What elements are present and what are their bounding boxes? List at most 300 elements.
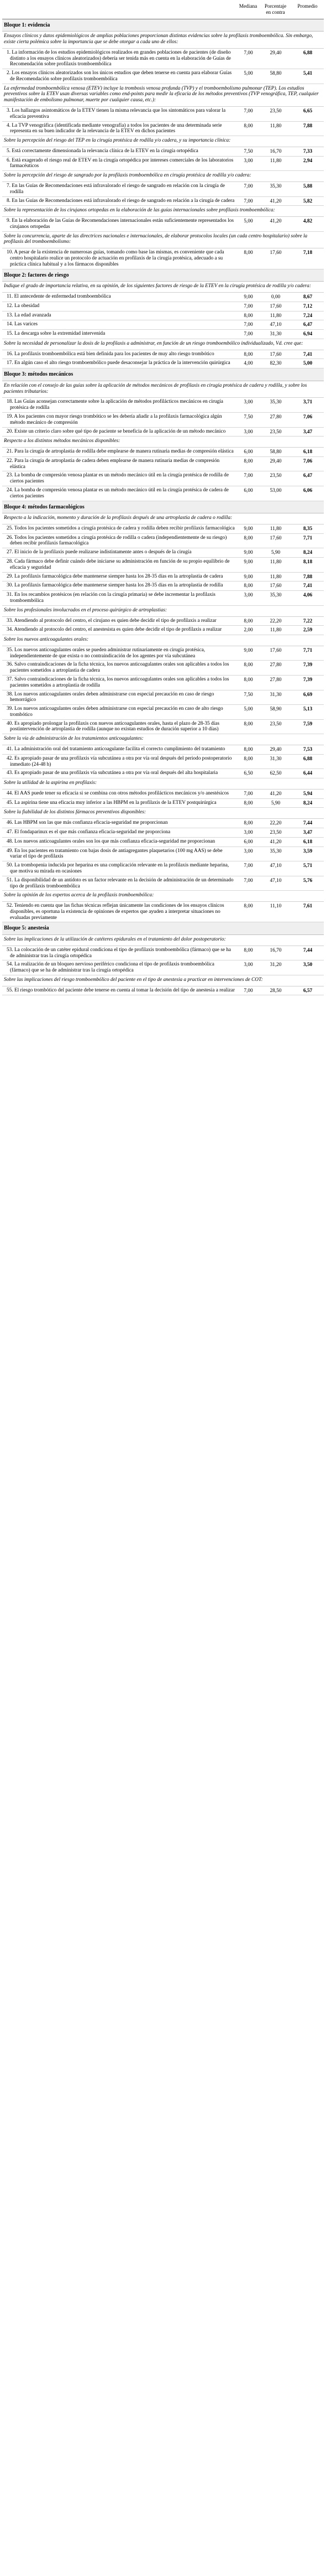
promedio-value: 6,44 [291,769,324,778]
table-row [2,412,324,427]
table-row [2,646,324,661]
mediana-value: 8,00 [236,616,260,626]
promedio-value: 7,39 [291,675,324,690]
promedio-value: 5,94 [291,789,324,798]
porcentaje-value: 53,00 [260,486,291,501]
mediana-value: 9,00 [236,292,260,302]
table-row [2,302,324,311]
promedio-value: 7,22 [291,616,324,626]
statement-text: 41. La administración oral del tratamiento anticoagulante facilita el correcto cumplimiento del tratamiento [2,745,236,755]
porcentaje-value: 17,60 [260,581,291,591]
statement-text: 39. Los nuevos anticoagulantes orales deben administrarse con especial precaución en caso de alto riesgo trombótico [2,705,236,720]
promedio-value: 3,59 [291,846,324,861]
table-row [2,196,324,206]
group-note-row [2,32,324,49]
porcentaje-value: 35,30 [260,591,291,606]
promedio-value: 8,24 [291,548,324,558]
group-note: Sobre la opinión de los expertos acerca de la profilaxis tromboembólica: [2,891,324,902]
table-row [2,147,324,156]
mediana-value: 7,00 [236,789,260,798]
porcentaje-value: 31,30 [260,690,291,705]
group-note-row [2,605,324,616]
results-table [2,2,324,995]
statement-text: 43. Es apropiado pasar de una profilaxis vía subcutánea a otra por vía oral después del alta hospitalaria [2,769,236,778]
promedio-value: 5,82 [291,196,324,206]
porcentaje-value: 11,80 [260,524,291,533]
table-row [2,572,324,581]
promedio-value: 7,61 [291,902,324,922]
porcentaje-value: 23,50 [260,719,291,734]
statement-text: 15. La descarga sobre la extremidad intervenida [2,330,236,339]
group-note: Sobre la vía de administración de los tratamientos anticoagulantes: [2,734,324,745]
statement-text: 1. La información de los estudios epidemiológicos realizados en grandes poblaciones de pacientes (de diseño distinto a los ensayos clínicos aleatorizados) debería ser tenida más en cuenta en la elaboración de Guías de Recomendación sobre profilaxis tromboembólica [2,48,236,69]
porcentaje-value: 11,10 [260,902,291,922]
group-note: Respecto a los distintos métodos mecánicos disponibles: [2,437,324,448]
group-note: Sobre los nuevos anticoagulantes orales: [2,635,324,646]
statement-text: 8. En las Guías de Recomendaciones está infravalorado el riesgo de sangrado en relación a la cirugía de cadera [2,196,236,206]
group-note-row [2,282,324,293]
statement-text: 17. En algún caso el alto riesgo tromboembólico puede desaconsejar la práctica de la intervención quirúrgica [2,359,236,368]
group-note-row [2,808,324,819]
group-note-row [2,891,324,902]
porcentaje-value: 41,20 [260,217,291,232]
table-row [2,902,324,922]
promedio-value: 5,76 [291,876,324,891]
porcentaje-value: 27,80 [260,412,291,427]
promedio-value: 6,88 [291,48,324,69]
section-title: Bloque 5: anestesia [2,922,324,935]
statement-text: 23. La bomba de compresión venosa plantar es un método mecánico útil en la cirugía protésica de rodilla de ciertos pacientes [2,471,236,486]
statement-text: 10. A pesar de la existencia de numerosas guías, tomando como base las mismas, es conveniente que cada centro hospitalario realice un protocolo de actuación en profilaxis de la cirugía protésica, adecuado a su práctica clínica habitual y a los fármacos disponibles [2,248,236,269]
promedio-value: 3,47 [291,828,324,838]
table-row [2,558,324,573]
table-row [2,819,324,828]
porcentaje-value: 29,40 [260,745,291,755]
table-row [2,398,324,413]
porcentaje-value: 41,20 [260,789,291,798]
table-row [2,581,324,591]
group-note-row [2,206,324,217]
mediana-value: 7,00 [236,106,260,121]
porcentaje-value: 22,20 [260,616,291,626]
table-row [2,705,324,720]
statement-text: 31. En los recambios protésicos (en relación con la cirugía primaria) se debe incrementar la profilaxis tromboembólica [2,591,236,606]
statement-text: 11. El antecedente de enfermedad tromboembólica [2,292,236,302]
header-porcentaje-en-contra: Porcentaje en contra [260,2,291,19]
mediana-value: 9,00 [236,558,260,573]
porcentaje-value: 35,30 [260,398,291,413]
table-row [2,861,324,876]
porcentaje-value: 17,60 [260,646,291,661]
promedio-value: 6,65 [291,106,324,121]
table-row [2,946,324,960]
table-row [2,591,324,606]
mediana-value: 6,00 [236,486,260,501]
porcentaje-value: 23,50 [260,471,291,486]
porcentaje-value: 29,40 [260,456,291,471]
statement-text: 20. Existe un criterio claro sobre qué tipo de paciente se beneficia de la aplicación de un método mecánico [2,427,236,437]
porcentaje-value: 17,60 [260,302,291,311]
document-page [2,2,324,995]
statement-text: 19. A los pacientes con mayor riesgo trombótico se les debería añadir a la profilaxis farmacológica algún método mecánico de compresión [2,412,236,427]
porcentaje-value: 0,00 [260,292,291,302]
group-note: Sobre la percepción del riesgo de sangrado por la profilaxis tromboembólica en cirugía protésica de rodilla y/o cadera: [2,171,324,182]
promedio-value: 5,00 [291,359,324,368]
statement-text: 47. El fondaparinux es el que más confianza eficacia-seguridad me proporciona [2,828,236,838]
mediana-value: 7,00 [236,302,260,311]
porcentaje-value: 11,80 [260,572,291,581]
mediana-value: 7,50 [236,147,260,156]
table-row [2,311,324,320]
statement-text: 21. Para la cirugía de artroplastia de rodilla debe emplearse de manera rutinaria medias de compresión elástica [2,448,236,457]
porcentaje-value: 11,80 [260,558,291,573]
mediana-value: 8,00 [236,719,260,734]
porcentaje-value: 27,80 [260,675,291,690]
table-row [2,533,324,548]
mediana-value: 8,00 [236,754,260,769]
mediana-value: 7,00 [236,861,260,876]
header-promedio: Promedio [291,2,324,19]
statement-text: 45. La aspirina tiene una eficacia muy inferior a las HBPM en la profilaxis de la ETEV postquirúrgica [2,798,236,808]
promedio-value: 4,82 [291,217,324,232]
mediana-value: 7,00 [236,876,260,891]
statement-text: 5. Está correctamente dimensionada la relevancia clínica de la ETEV en la cirugía ortopédica [2,147,236,156]
mediana-value: 8,00 [236,675,260,690]
mediana-value: 9,00 [236,572,260,581]
statement-text: 28. Cada fármaco debe definir cuándo debe iniciarse su administración en función de su propio equilibrio de eficacia y seguridad [2,558,236,573]
mediana-value: 5,00 [236,217,260,232]
porcentaje-value: 17,60 [260,533,291,548]
table-row [2,486,324,501]
mediana-value: 8,00 [236,798,260,808]
mediana-value: 3,00 [236,398,260,413]
promedio-value: 7,71 [291,533,324,548]
mediana-value: 7,00 [236,196,260,206]
mediana-value: 7,00 [236,320,260,330]
mediana-value: 7,00 [236,986,260,995]
statement-text: 33. Atendiendo al protocolo del centro, el cirujano es quien debe decidir el tipo de profilaxis a realizar [2,616,236,626]
mediana-value: 3,00 [236,846,260,861]
promedio-value: 4,06 [291,591,324,606]
mediana-value: 3,00 [236,591,260,606]
group-note-row [2,437,324,448]
table-row [2,217,324,232]
mediana-value: 8,00 [236,819,260,828]
statement-text: 26. Todos los pacientes sometidos a cirugía protésica de rodilla o cadera (independientemente de su riesgo) deben recibir profilaxis farmacológica [2,533,236,548]
section-header [2,269,324,282]
group-note: Sobre las implicaciones del riesgo tromboembólico del paciente en el tipo de anestesia a practicar en intervenciones de COT: [2,975,324,986]
mediana-value: 7,00 [236,182,260,197]
statement-text: 24. La bomba de compresión venosa plantar es un método mecánico útil en la cirugía protésica de cadera de ciertos pacientes [2,486,236,501]
table-row [2,754,324,769]
statement-text: 27. El inicio de la profilaxis puede realizarse indistintamente antes o después de la cirugía [2,548,236,558]
promedio-value: 6,47 [291,471,324,486]
mediana-value: 9,00 [236,646,260,661]
statement-text: 30. La profilaxis farmacológica debe mantenerse siempre hasta los 28-35 días en la artroplastia de rodilla [2,581,236,591]
mediana-value: 3,00 [236,156,260,171]
promedio-value: 6,88 [291,754,324,769]
porcentaje-value: 82,30 [260,359,291,368]
group-note-row [2,513,324,524]
porcentaje-value: 58,80 [260,448,291,457]
table-row [2,745,324,755]
mediana-value: 7,00 [236,471,260,486]
porcentaje-value: 16,70 [260,147,291,156]
statement-text: 22. Para la cirugía de artroplastia de cadera deben emplearse de manera rutinaria medias de compresión elástica [2,456,236,471]
section-header [2,501,324,513]
mediana-value: 8,00 [236,311,260,320]
porcentaje-value: 11,80 [260,626,291,635]
porcentaje-value: 35,30 [260,846,291,861]
table-row [2,448,324,457]
table-row [2,350,324,359]
group-note-row [2,381,324,398]
group-note: Respecto a la indicación, momento y duración de la profilaxis después de una artroplastia de cadera o rodilla: [2,513,324,524]
promedio-value: 7,06 [291,456,324,471]
section-title: Bloque 3: métodos mecánicos [2,368,324,381]
porcentaje-value: 47,10 [260,876,291,891]
promedio-value: 7,41 [291,581,324,591]
promedio-value: 7,59 [291,719,324,734]
mediana-value: 3,00 [236,960,260,975]
porcentaje-value: 17,60 [260,248,291,269]
porcentaje-value: 16,70 [260,946,291,960]
statement-text: 38. Los nuevos anticoagulantes orales deben administrarse con especial precaución en caso de riesgo hemorrágico [2,690,236,705]
porcentaje-value: 31,20 [260,960,291,975]
statement-text: 35. Los nuevos anticoagulantes orales se pueden administrar rutinariamente en cirugía protésica, independientemente de que exista o no contraindicación de los agentes por vía subcutánea [2,646,236,661]
promedio-value: 7,88 [291,121,324,136]
table-row [2,106,324,121]
table-row [2,876,324,891]
porcentaje-value: 23,50 [260,427,291,437]
porcentaje-value: 11,80 [260,156,291,171]
mediana-value: 7,50 [236,690,260,705]
mediana-value: 8,00 [236,946,260,960]
table-row [2,320,324,330]
porcentaje-value: 47,10 [260,861,291,876]
mediana-value: 8,00 [236,533,260,548]
statement-text: 14. Las varices [2,320,236,330]
group-note: Sobre la concurrencia, aparte de las directrices nacionales e internacionales, de elaborar protocolos locales (un cada centro hospitalario) sobre la profilaxis del tromboembolismo: [2,231,324,248]
group-note-row [2,136,324,147]
porcentaje-value: 27,80 [260,661,291,676]
statement-text: 29. La profilaxis farmacológica debe mantenerse siempre hasta los 28-35 días en la artroplastia de cadera [2,572,236,581]
group-note: Sobre la representación de los cirujanos ortopedas en la elaboración de las guías internacionales sobre profilaxis tromboembólica: [2,206,324,217]
group-note-row [2,339,324,350]
table-row [2,960,324,975]
section-title: Bloque 2: factores de riesgo [2,269,324,282]
porcentaje-value: 35,30 [260,182,291,197]
porcentaje-value: 29,40 [260,48,291,69]
group-note: Sobre la percepción del riesgo del TEP en la cirugía protésica de rodilla y/o cadera, y su importancia clínica: [2,136,324,147]
statement-text: 49. En los pacientes en tratamiento con bajas dosis de antiagregantes plaquetarios (100 mg AAS) se debe variar el tipo de profilaxis [2,846,236,861]
table-row [2,837,324,846]
table-row [2,182,324,197]
group-note-row [2,635,324,646]
porcentaje-value: 41,20 [260,196,291,206]
group-note-row [2,778,324,790]
statement-text: 40. Es apropiado prolongar la profilaxis con nuevos anticoagulantes orales, hasta el plazo de 28-35 días postintervención de artroplastia de rodilla (aunque no existan estudios de duración superior a 10 días) [2,719,236,734]
porcentaje-value: 58,90 [260,705,291,720]
promedio-value: 3,71 [291,398,324,413]
promedio-value: 6,06 [291,486,324,501]
statement-text: 2. Los ensayos clínicos aleatorizados son los únicos estudios que deben tenerse en cuenta para elaborar Guías de Recomendación sobre profilaxis tromboembólica [2,69,236,84]
header-statement [2,2,236,19]
group-note-row [2,84,324,106]
mediana-value: 8,00 [236,661,260,676]
statement-text: 44. El AAS puede tener su eficacia si se combina con otros métodos profilácticos mecánicos y/o anestésicos [2,789,236,798]
table-row [2,248,324,269]
mediana-value: 2,00 [236,626,260,635]
statement-text: 3. Los hallazgos asintomáticos de la ETEV tienen la misma relevancia que los sintomáticos para valorar la eficacia preventiva [2,106,236,121]
promedio-value: 5,41 [291,69,324,84]
statement-text: 52. Teniendo en cuenta que las fichas técnicas reflejan únicamente las condiciones de los ensayos clínicos disponibles, es oportuna la existencia de opiniones de expertos que ayuden a interpretar situaciones no evaluadas previamente [2,902,236,922]
mediana-value: 6,00 [236,448,260,457]
statement-text: 25. Todos los pacientes sometidos a cirugía protésica de cadera y rodilla deben recibir profilaxis farmacológica [2,524,236,533]
mediana-value: 7,50 [236,412,260,427]
section-header [2,368,324,381]
promedio-value: 7,12 [291,302,324,311]
table-row [2,156,324,171]
statement-text: 50. La trombopenia inducida por heparina es una complicación relevante en la profilaxis mediante heparina, que motiva su mirada en ocasiones [2,861,236,876]
statement-text: 6. Está exagerado el riesgo real de ETEV en la cirugía ortopédica por intereses comerciales de los laboratorios farmacéuticos [2,156,236,171]
statement-text: 55. El riesgo trombótico del paciente debe tenerse en cuenta al tomar la decisión del tipo de anestesia a realizar [2,986,236,995]
promedio-value: 6,57 [291,986,324,995]
mediana-value: 9,00 [236,548,260,558]
table-row [2,798,324,808]
porcentaje-value: 5,90 [260,798,291,808]
section-title: Bloque 4: métodos farmacológicos [2,501,324,513]
statement-text: 9. En la elaboración de las Guías de Recomendaciones internacionales están suficientemente representados los cirujanos ortopedas [2,217,236,232]
statement-text: 42. Es apropiado pasar de una profilaxis vía subcutánea a otra por vía oral después del periodo postoperatorio inmediato (24-48 h) [2,754,236,769]
table-row [2,548,324,558]
table-row [2,986,324,995]
promedio-value: 7,18 [291,248,324,269]
group-note: Sobre la utilidad de la aspirina en profilaxis: [2,778,324,790]
mediana-value: 8,00 [236,350,260,359]
promedio-value: 3,50 [291,960,324,975]
mediana-value: 5,00 [236,69,260,84]
statement-text: 34. Atendiendo al protocolo del centro, el anestesista es quien debe decidir el tipo de profilaxis a realizar [2,626,236,635]
promedio-value: 8,18 [291,558,324,573]
promedio-value: 7,53 [291,745,324,755]
group-note-row [2,734,324,745]
promedio-value: 8,67 [291,292,324,302]
promedio-value: 6,69 [291,690,324,705]
porcentaje-value: 23,50 [260,828,291,838]
table-row [2,789,324,798]
promedio-value: 7,33 [291,147,324,156]
promedio-value: 6,18 [291,837,324,846]
mediana-value: 7,00 [236,48,260,69]
promedio-value: 2,59 [291,626,324,635]
group-note: Sobre los profesionales involucrados en el proceso quirúrgico de artroplastias: [2,605,324,616]
mediana-value: 9,00 [236,524,260,533]
table-row [2,769,324,778]
table-header [2,2,324,19]
mediana-value: 4,00 [236,359,260,368]
statement-text: 53. La colocación de un catéter epidural condiciona el tipo de profilaxis tromboembólica (fármaco) que se ha de administrar tras la cirugía ortopédica [2,946,236,960]
table-row [2,330,324,339]
porcentaje-value: 23,50 [260,106,291,121]
promedio-value: 7,44 [291,946,324,960]
table-row [2,427,324,437]
table-row [2,48,324,69]
group-note-row [2,171,324,182]
table-row [2,524,324,533]
promedio-value: 7,41 [291,350,324,359]
statement-text: 51. La disponibilidad de un antídoto es un factor relevante en la decisión de administración de un determinado tipo de profilaxis tromboembólica [2,876,236,891]
porcentaje-value: 31,30 [260,330,291,339]
table-row [2,626,324,635]
promedio-value: 5,71 [291,861,324,876]
statement-text: 48. Los nuevos anticoagulantes orales son los que más confianza eficacia-seguridad me proporcionan [2,837,236,846]
mediana-value: 6,50 [236,769,260,778]
section-header [2,922,324,935]
group-note: Sobre la necesidad de personalizar la dosis de la profilaxis a administrar, en función de un riesgo tromboembólico individualizado, Vd. cree que: [2,339,324,350]
promedio-value: 2,94 [291,156,324,171]
mediana-value: 8,00 [236,745,260,755]
header-mediana: Mediana [236,2,260,19]
statement-text: 16. La profilaxis tromboembólica está bien definida para los pacientes de muy alto riesgo trombótico [2,350,236,359]
group-note: En relación con el consejo de las guías sobre la aplicación de métodos mecánicos de profilaxis en cirugía protésica de cadera y rodilla, y sobre los pacientes tributarios: [2,381,324,398]
promedio-value: 5,13 [291,705,324,720]
table-row [2,292,324,302]
promedio-value: 7,24 [291,311,324,320]
porcentaje-value: 17,60 [260,350,291,359]
promedio-value: 7,44 [291,819,324,828]
porcentaje-value: 11,80 [260,311,291,320]
mediana-value: 7,00 [236,330,260,339]
promedio-value: 7,71 [291,646,324,661]
promedio-value: 6,47 [291,320,324,330]
promedio-value: 6,18 [291,448,324,457]
statement-text: 54. La realización de un bloqueo nervioso periférico condiciona el tipo de profilaxis tromboembólica (fármaco) que se ha de administrar tras la cirugía ortopédica [2,960,236,975]
promedio-value: 7,39 [291,661,324,676]
porcentaje-value: 58,80 [260,69,291,84]
mediana-value: 8,00 [236,581,260,591]
promedio-value: 7,88 [291,572,324,581]
group-note: Indique el grado de importancia relativa, en su opinión, de los siguientes factores de riesgo de la ETEV en la cirugía protésica de rodilla y/o cadera: [2,282,324,293]
statement-text: 36. Salvo contraindicaciones de la ficha técnica, los nuevos anticoagulantes orales son aplicables a todos los pacientes sometidos a artroplastia de cadera [2,661,236,676]
table-body [2,19,324,995]
mediana-value: 8,00 [236,456,260,471]
statement-text: 12. La obesidad [2,302,236,311]
section-title: Bloque 1: evidencia [2,19,324,32]
table-row [2,456,324,471]
group-note: Sobre la fiabilidad de los distintos fármacos preventivos disponibles: [2,808,324,819]
mediana-value: 3,00 [236,828,260,838]
table-row [2,846,324,861]
table-row [2,359,324,368]
mediana-value: 3,00 [236,427,260,437]
porcentaje-value: 28,50 [260,986,291,995]
porcentaje-value: 11,80 [260,121,291,136]
mediana-value: 8,00 [236,121,260,136]
mediana-value: 6,00 [236,837,260,846]
group-note: La enfermedad tromboembólica venosa (ETEV) incluye la trombosis venosa profunda (TVP) y el tromboembolismo pulmonar (TEP). Los estudios preventivos sobre la ETEV usan diversas variables como end-points para medir la eficacia de los métodos preventivos (TVP venográfica, TEP, cualquier manifestación de embolismo pulmonar, muerte por cualquier causa, etc.): [2,84,324,106]
table-row [2,828,324,838]
promedio-value: 7,06 [291,412,324,427]
statement-text: 7. En las Guías de Recomendaciones está infravalorado el riesgo de sangrado en relación con la cirugía de rodilla [2,182,236,197]
promedio-value: 8,24 [291,798,324,808]
table-row [2,616,324,626]
statement-text: 4. La TVP venográfica (identificada mediante venografía) a todos los pacientes de una determinada serie representa en su buen indicador de la relevancia de la ETEV en dichos pacientes [2,121,236,136]
section-header [2,19,324,32]
porcentaje-value: 47,10 [260,320,291,330]
mediana-value: 5,00 [236,705,260,720]
statement-text: 46. Las HBPM son las que más confianza eficacia-seguridad me proporcionan [2,819,236,828]
